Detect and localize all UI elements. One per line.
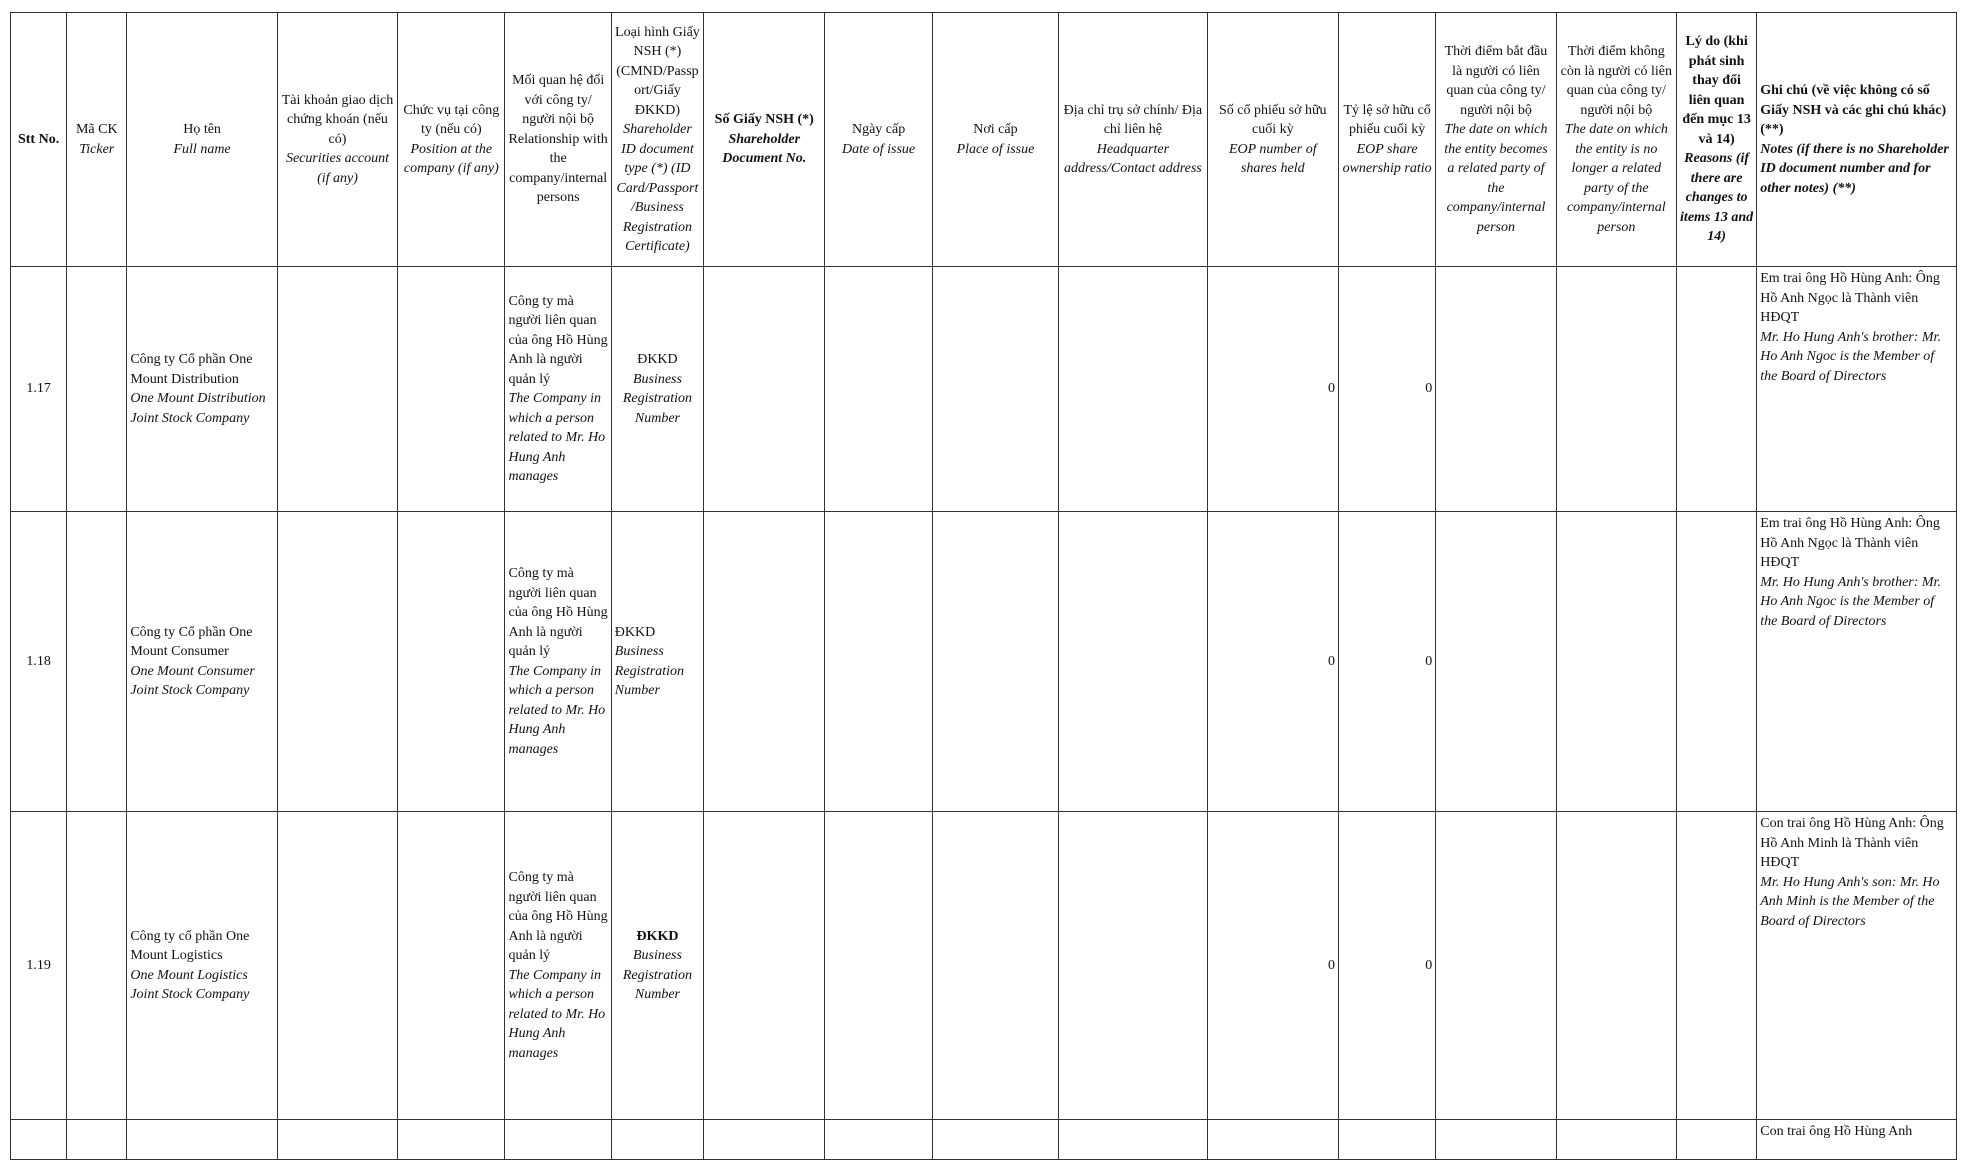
row-place-issue	[932, 512, 1058, 812]
row-name: Công ty cổ phần One Mount Logistics One Mount Logistics Joint Stock Company	[127, 812, 277, 1120]
row-ratio: 0	[1338, 512, 1435, 812]
table-row	[11, 267, 1957, 512]
row-shares: 0	[1207, 812, 1338, 1120]
row-end-date	[1556, 812, 1676, 1120]
header-notes: Ghi chú (về việc không có số Giấy NSH và các ghi chú khác) (**) Notes (if there is no Shareholder ID document number and for other notes) (**)	[1757, 13, 1957, 267]
row-ratio: 0	[1338, 812, 1435, 1120]
row-relationship: Công ty mà người liên quan của ông Hồ Hùng Anh là người quản lý The Company in which a person related to Mr. Ho Hung Anh manages	[505, 812, 611, 1120]
row-account	[277, 512, 397, 812]
document-page	[10, 12, 1957, 1160]
row-place-issue	[932, 267, 1058, 512]
header-row	[11, 13, 1957, 267]
row-note: Em trai ông Hồ Hùng Anh: Ông Hồ Anh Ngọc là Thành viên HĐQT Mr. Ho Hung Anh's brother: Mr. Ho Anh Ngoc is the Member of the Board of Directors	[1757, 512, 1957, 812]
row-doc-type: ĐKKD Business Registration Number	[611, 512, 703, 812]
row-date-issue	[825, 267, 932, 512]
row-ticker	[67, 512, 127, 812]
row-relationship: Công ty mà người liên quan của ông Hồ Hùng Anh là người quản lý The Company in which a person related to Mr. Ho Hung Anh manages	[505, 512, 611, 812]
row-account	[277, 812, 397, 1120]
row-reason	[1677, 812, 1757, 1120]
header-eop-ratio: Tỷ lệ sở hữu cổ phiếu cuối kỳ EOP share ownership ratio	[1338, 13, 1435, 267]
related-parties-table	[10, 12, 1957, 1160]
row-name: Công ty Cổ phần One Mount Consumer One Mount Consumer Joint Stock Company	[127, 512, 277, 812]
table-row-partial	[11, 1120, 1957, 1160]
header-place-of-issue: Nơi cấp Place of issue	[932, 13, 1058, 267]
row-start-date	[1436, 812, 1556, 1120]
row-end-date	[1556, 267, 1676, 512]
row-ticker	[67, 267, 127, 512]
header-address: Địa chỉ trụ sở chính/ Địa chỉ liên hệ Headquarter address/Contact address	[1059, 13, 1207, 267]
row-doc-no	[704, 812, 825, 1120]
header-no: Stt No.	[11, 13, 67, 267]
row-date-issue	[825, 812, 932, 1120]
row-start-date	[1436, 267, 1556, 512]
header-full-name: Họ tên Full name	[127, 13, 277, 267]
row-position	[398, 512, 505, 812]
header-document-type: Loại hình Giấy NSH (*) (CMND/Passport/Giấy ĐKKD) Shareholder ID document type (*) (ID Card/Passport/Business Registration Certificate)	[611, 13, 703, 267]
row-shares: 0	[1207, 512, 1338, 812]
row-place-issue	[932, 812, 1058, 1120]
row-note: Em trai ông Hồ Hùng Anh: Ông Hồ Anh Ngọc là Thành viên HĐQT Mr. Ho Hung Anh's brother: Mr. Ho Anh Ngoc is the Member of the Board of Directors	[1757, 267, 1957, 512]
header-start-date: Thời điểm bắt đầu là người có liên quan của công ty/ người nội bộ The date on which the entity becomes a related party of the company/internal person	[1436, 13, 1556, 267]
row-name: Công ty Cổ phần One Mount Distribution One Mount Distribution Joint Stock Company	[127, 267, 277, 512]
row-address	[1059, 512, 1207, 812]
header-securities-account: Tài khoản giao dịch chứng khoán (nếu có) Securities account (if any)	[277, 13, 397, 267]
row-note-partial: Con trai ông Hồ Hùng Anh	[1757, 1120, 1957, 1160]
row-address	[1059, 812, 1207, 1120]
header-ticker: Mã CK Ticker	[67, 13, 127, 267]
row-position	[398, 267, 505, 512]
row-ratio: 0	[1338, 267, 1435, 512]
header-document-no: Số Giấy NSH (*) Shareholder Document No.	[704, 13, 825, 267]
row-end-date	[1556, 512, 1676, 812]
header-relationship: Mối quan hệ đối với công ty/ người nội bộ Relationship with the company/internal persons	[505, 13, 611, 267]
header-reasons: Lý do (khi phát sinh thay đổi liên quan đến mục 13 và 14) Reasons (if there are changes to items 13 and 14)	[1677, 13, 1757, 267]
row-doc-type: ĐKKD Business Registration Number	[611, 812, 703, 1120]
table-row	[11, 812, 1957, 1120]
row-reason	[1677, 267, 1757, 512]
row-position	[398, 812, 505, 1120]
row-no: 1.18	[11, 512, 67, 812]
row-note: Con trai ông Hồ Hùng Anh: Ông Hồ Anh Minh là Thành viên HĐQT Mr. Ho Hung Anh's son: Mr. Ho Anh Minh is the Member of the Board of Directors	[1757, 812, 1957, 1120]
header-date-of-issue: Ngày cấp Date of issue	[825, 13, 932, 267]
row-date-issue	[825, 512, 932, 812]
row-start-date	[1436, 512, 1556, 812]
row-reason	[1677, 512, 1757, 812]
header-position: Chức vụ tại công ty (nếu có) Position at the company (if any)	[398, 13, 505, 267]
row-no: 1.17	[11, 267, 67, 512]
row-address	[1059, 267, 1207, 512]
row-ticker	[67, 812, 127, 1120]
row-shares: 0	[1207, 267, 1338, 512]
table-row	[11, 512, 1957, 812]
row-no: 1.19	[11, 812, 67, 1120]
row-doc-no	[704, 267, 825, 512]
row-doc-no	[704, 512, 825, 812]
row-account	[277, 267, 397, 512]
row-relationship: Công ty mà người liên quan của ông Hồ Hùng Anh là người quản lý The Company in which a person related to Mr. Ho Hung Anh manages	[505, 267, 611, 512]
header-end-date: Thời điểm không còn là người có liên quan của công ty/ người nội bộ The date on which the entity is no longer a related party of the company/internal person	[1556, 13, 1676, 267]
header-eop-shares: Số cổ phiếu sở hữu cuối kỳ EOP number of shares held	[1207, 13, 1338, 267]
row-doc-type: ĐKKD Business Registration Number	[611, 267, 703, 512]
